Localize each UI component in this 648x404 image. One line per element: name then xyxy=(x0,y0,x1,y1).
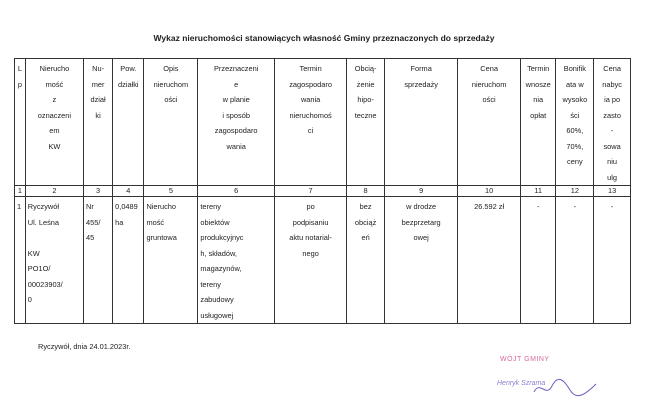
column-number-10: 10 xyxy=(458,186,521,197)
cell-line: dział xyxy=(90,95,106,104)
cell-line: mer xyxy=(91,79,105,89)
cell-line: obiektów xyxy=(200,217,230,227)
header-cell-4 xyxy=(113,59,144,186)
property-table xyxy=(14,58,631,324)
column-number-8: 8 xyxy=(347,186,385,197)
office-stamp: WÓJT GMINY xyxy=(500,356,550,363)
header-cell-5 xyxy=(144,59,198,186)
cell-line: w drodze xyxy=(406,202,437,211)
cell-line: Bonifik xyxy=(563,64,586,73)
cell-line: Przeznaczeni xyxy=(213,64,259,73)
row-cell-5 xyxy=(144,197,198,324)
column-number-6: 6 xyxy=(198,186,275,197)
page-title: Wykaz nieruchomości stanowiących własność Gminy przeznaczonych do sprzedaży xyxy=(153,33,495,43)
cell-line: zagospodaro xyxy=(214,126,258,135)
row-cell-12 xyxy=(556,197,594,324)
cell-line: tereny xyxy=(200,202,221,211)
cell-line: ata w xyxy=(566,79,584,89)
cell-line: bez xyxy=(359,202,372,211)
header-cell-11 xyxy=(520,59,556,186)
cell-line: nego xyxy=(302,248,319,258)
cell-line: w planie xyxy=(222,95,250,104)
cell-line: h, składów, xyxy=(200,248,237,258)
cell-line: niu xyxy=(607,157,618,166)
cell-line: Nu- xyxy=(92,64,105,73)
cell-line: L xyxy=(17,64,22,73)
cell-line: 45 xyxy=(86,233,95,242)
cell-line: wnosze xyxy=(525,79,551,89)
row-cell-2 xyxy=(25,197,83,324)
cell-line: aktu notarial- xyxy=(289,233,332,242)
cell-line: i sposób xyxy=(222,110,250,120)
column-number-11: 11 xyxy=(520,186,556,197)
row-cell-3 xyxy=(84,197,113,324)
row-cell-9 xyxy=(384,197,457,324)
cell-line: Termin xyxy=(299,64,322,73)
cell-line: Ul. Leśna xyxy=(27,217,60,227)
column-number-3: 3 xyxy=(84,186,113,197)
cell-line: e xyxy=(234,79,239,89)
cell-line: KW xyxy=(27,248,40,258)
cell-line: nieruchom xyxy=(153,79,189,89)
column-number-4: 4 xyxy=(113,186,144,197)
cell-line: tereny xyxy=(200,279,221,289)
cell-line: PO1O/ xyxy=(27,264,51,273)
cell-line: usługowej xyxy=(200,310,234,320)
header-cell-7 xyxy=(274,59,346,186)
cell-line: ści xyxy=(570,110,580,120)
cell-line: opłat xyxy=(530,110,547,120)
cell-line: 26.592 zł xyxy=(474,202,505,211)
cell-line: ości xyxy=(164,95,178,104)
cell-line: 0,0489 xyxy=(115,202,138,211)
cell-line: 60%, xyxy=(566,126,584,135)
cell-line: zasto xyxy=(603,110,621,120)
cell-line: podpisaniu xyxy=(292,217,329,227)
cell-line: sprzedaży xyxy=(404,79,438,89)
cell-line: żenie xyxy=(356,79,375,89)
cell-line xyxy=(28,230,81,246)
cell-line: teczne xyxy=(354,110,377,120)
cell-line: eń xyxy=(361,233,370,242)
cell-line: wania xyxy=(226,141,246,151)
cell-line: wysoko xyxy=(562,95,588,104)
cell-line: owej xyxy=(413,233,429,242)
cell-line: nieruchom xyxy=(471,79,507,89)
cell-line: - xyxy=(573,202,577,211)
column-number-12: 12 xyxy=(556,186,594,197)
cell-line: Nierucho xyxy=(146,202,177,211)
cell-line: gruntowa xyxy=(146,233,177,242)
cell-line: ości xyxy=(482,95,496,104)
cell-line: Cena xyxy=(603,64,621,73)
table-row xyxy=(15,197,631,324)
cell-line: KW xyxy=(48,141,61,151)
handwritten-signature xyxy=(530,376,600,400)
cell-line: - xyxy=(610,126,614,135)
cell-line: zabudowy xyxy=(200,295,234,304)
cell-line: - xyxy=(536,202,540,211)
row-cell-7 xyxy=(274,197,346,324)
header-cell-3 xyxy=(84,59,113,186)
cell-line: nabyc xyxy=(602,79,622,89)
cell-line: zagospodaro xyxy=(289,79,332,89)
column-number-9: 9 xyxy=(384,186,457,197)
header-row xyxy=(15,59,631,186)
column-number-7: 7 xyxy=(274,186,346,197)
cell-line: sowa xyxy=(603,141,621,151)
column-number-row xyxy=(15,186,631,197)
row-cell-1 xyxy=(15,197,26,324)
cell-line: 455/ xyxy=(86,217,101,227)
cell-line: 1 xyxy=(17,202,22,211)
cell-line: oznaczeni xyxy=(37,110,72,120)
cell-line: Forma xyxy=(410,64,432,73)
cell-line: 70%, xyxy=(566,141,584,151)
place-date: Ryczywół, dnia 24.01.2023r. xyxy=(38,342,131,351)
cell-line: działki xyxy=(118,79,139,89)
row-cell-13 xyxy=(594,197,631,324)
cell-line: obciąż xyxy=(354,217,377,227)
cell-line: Termin xyxy=(527,64,550,73)
header-cell-2 xyxy=(25,59,83,186)
cell-line: nia xyxy=(533,95,544,104)
cell-line: po xyxy=(306,202,315,211)
cell-line: 00023903/ xyxy=(27,279,63,289)
cell-line: ceny xyxy=(567,157,583,166)
cell-line: ia po xyxy=(604,95,621,104)
cell-line: Nierucho xyxy=(39,64,70,73)
column-number-5: 5 xyxy=(144,186,198,197)
row-cell-8 xyxy=(347,197,385,324)
cell-line: produkcyjnyc xyxy=(200,233,244,242)
cell-line: hipo- xyxy=(357,95,374,104)
cell-line: magazynów, xyxy=(200,264,242,273)
cell-line: Pow. xyxy=(120,64,137,73)
cell-line: wania xyxy=(300,95,321,104)
header-cell-12 xyxy=(556,59,594,186)
cell-line: - xyxy=(610,202,614,211)
cell-line: ci xyxy=(307,126,314,135)
cell-line: Ryczywół xyxy=(27,202,59,211)
header-cell-9 xyxy=(384,59,457,186)
cell-line: nieruchomoś xyxy=(289,110,332,120)
header-cell-8 xyxy=(347,59,385,186)
cell-line: ha xyxy=(115,217,124,227)
cell-line: z xyxy=(52,95,57,104)
row-cell-11 xyxy=(520,197,556,324)
header-cell-6 xyxy=(198,59,275,186)
cell-line: mość xyxy=(146,217,165,227)
cell-line: Nr xyxy=(86,202,94,211)
cell-line: Cena xyxy=(480,64,498,73)
cell-line: Obcią- xyxy=(354,64,377,73)
cell-line: ulg xyxy=(607,172,618,182)
header-cell-10 xyxy=(458,59,521,186)
cell-line: 0 xyxy=(27,295,32,304)
row-cell-6 xyxy=(198,197,275,324)
row-cell-4 xyxy=(113,197,144,324)
header-cell-1 xyxy=(15,59,26,186)
header-cell-13 xyxy=(594,59,631,186)
cell-line: ki xyxy=(95,110,101,120)
cell-line: mość xyxy=(45,79,64,89)
cell-line: bezprzetarg xyxy=(401,217,441,227)
column-number-13: 13 xyxy=(594,186,631,197)
cell-line: Opis xyxy=(163,64,179,73)
cell-line: em xyxy=(49,126,60,135)
cell-line: p xyxy=(17,79,22,89)
row-cell-10 xyxy=(458,197,521,324)
column-number-1: 1 xyxy=(15,186,26,197)
column-number-2: 2 xyxy=(25,186,83,197)
signatory-stamp: Henryk Szrama xyxy=(497,380,546,387)
